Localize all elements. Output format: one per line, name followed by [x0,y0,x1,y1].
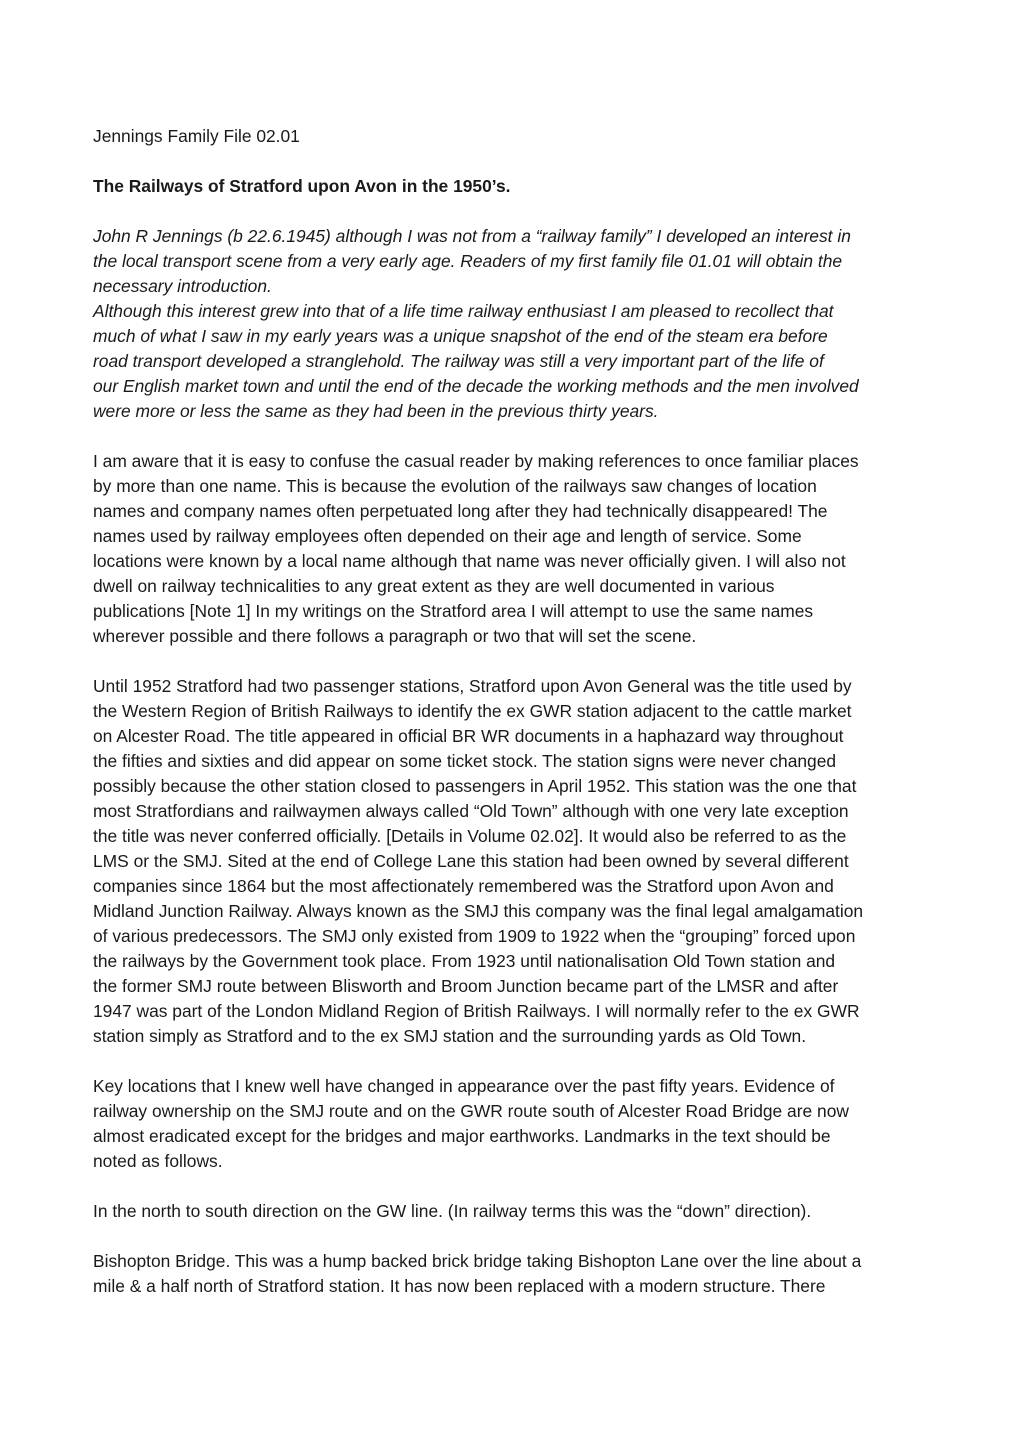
text-line: Bishopton Bridge. This was a hump backed brick bridge taking Bishopton Lane over the line about a [93,1251,862,1271]
paragraph-locations [93,1074,929,1174]
text-line: Until 1952 Stratford had two passenger stations, Stratford upon Avon General was the title used by [93,676,852,696]
paragraph-stations [93,674,929,1049]
text-line: the Western Region of British Railways to identify the ex GWR station adjacent to the cattle market [93,701,852,721]
text-line: names and company names often perpetuated long after they had technically disappeared! The [93,501,828,521]
document-title [93,174,929,199]
text-line: Key locations that I knew well have changed in appearance over the past fifty years. Evidence of [93,1076,835,1096]
document-body [93,124,929,1299]
text-line: Although this interest grew into that of a life time railway enthusiast I am pleased to recollect that [93,301,834,321]
text-line: by more than one name. This is because the evolution of the railways saw changes of location [93,476,817,496]
text-line: necessary introduction. [93,276,272,296]
text-line: were more or less the same as they had been in the previous thirty years. [93,401,659,421]
paragraph-direction [93,1199,929,1224]
text-line: I am aware that it is easy to confuse the casual reader by making references to once familiar places [93,451,859,471]
text-line: locations were known by a local name although that name was never officially given. I will also not [93,551,846,571]
text-line: names used by railway employees often depended on their age and length of service. Some [93,526,802,546]
file-label-text: Jennings Family File 02.01 [93,126,300,146]
text-line: John R Jennings (b 22.6.1945) although I was not from a “railway family” I developed an interest in [93,226,851,246]
text-line: the railways by the Government took place. From 1923 until nationalisation Old Town station and [93,951,836,971]
intro-paragraph-2 [93,299,929,424]
text-line: most Stratfordians and railwaymen always called “Old Town” although with one very late exception [93,801,849,821]
text-line: wherever possible and there follows a paragraph or two that will set the scene. [93,626,697,646]
text-line: 1947 was part of the London Midland Region of British Railways. I will normally refer to the ex GWR [93,1001,860,1021]
text-line: mile & a half north of Stratford station. It has now been replaced with a modern structure. There [93,1276,826,1296]
text-line: the title was never conferred officially. [Details in Volume 02.02]. It would also be referred to as the [93,826,847,846]
paragraph-names [93,449,929,649]
text-line: In the north to south direction on the GW line. (In railway terms this was the “down” direction). [93,1201,812,1221]
text-line: noted as follows. [93,1151,223,1171]
text-line: dwell on railway technicalities to any great extent as they are well documented in various [93,576,775,596]
text-line: on Alcester Road. The title appeared in official BR WR documents in a haphazard way throughout [93,726,844,746]
text-line: the former SMJ route between Blisworth and Broom Junction became part of the LMSR and after [93,976,839,996]
text-line: station simply as Stratford and to the ex SMJ station and the surrounding yards as Old Town. [93,1026,807,1046]
file-label [93,124,929,149]
text-line: companies since 1864 but the most affectionately remembered was the Stratford upon Avon and [93,876,834,896]
text-line: road transport developed a stranglehold. The railway was still a very important part of the life of [93,351,824,371]
paragraph-bishopton [93,1249,929,1299]
text-line: railway ownership on the SMJ route and on the GWR route south of Alcester Road Bridge are now [93,1101,849,1121]
text-line: the local transport scene from a very early age. Readers of my first family file 01.01 will obtain the [93,251,843,271]
text-line: LMS or the SMJ. Sited at the end of College Lane this station had been owned by several different [93,851,849,871]
intro-paragraph-1 [93,224,929,299]
text-line: almost eradicated except for the bridges and major earthworks. Landmarks in the text should be [93,1126,831,1146]
text-line: possibly because the other station closed to passengers in April 1952. This station was the one that [93,776,857,796]
document-title-text: The Railways of Stratford upon Avon in the 1950’s. [93,176,511,196]
text-line: our English market town and until the end of the decade the working methods and the men involved [93,376,859,396]
text-line: the fifties and sixties and did appear on some ticket stock. The station signs were never changed [93,751,837,771]
text-line: of various predecessors. The SMJ only existed from 1909 to 1922 when the “grouping” forced upon [93,926,856,946]
text-line: Midland Junction Railway. Always known as the SMJ this company was the final legal amalgamation [93,901,864,921]
text-line: much of what I saw in my early years was a unique snapshot of the end of the steam era before [93,326,828,346]
text-line: publications [Note 1] In my writings on the Stratford area I will attempt to use the same names [93,601,814,621]
